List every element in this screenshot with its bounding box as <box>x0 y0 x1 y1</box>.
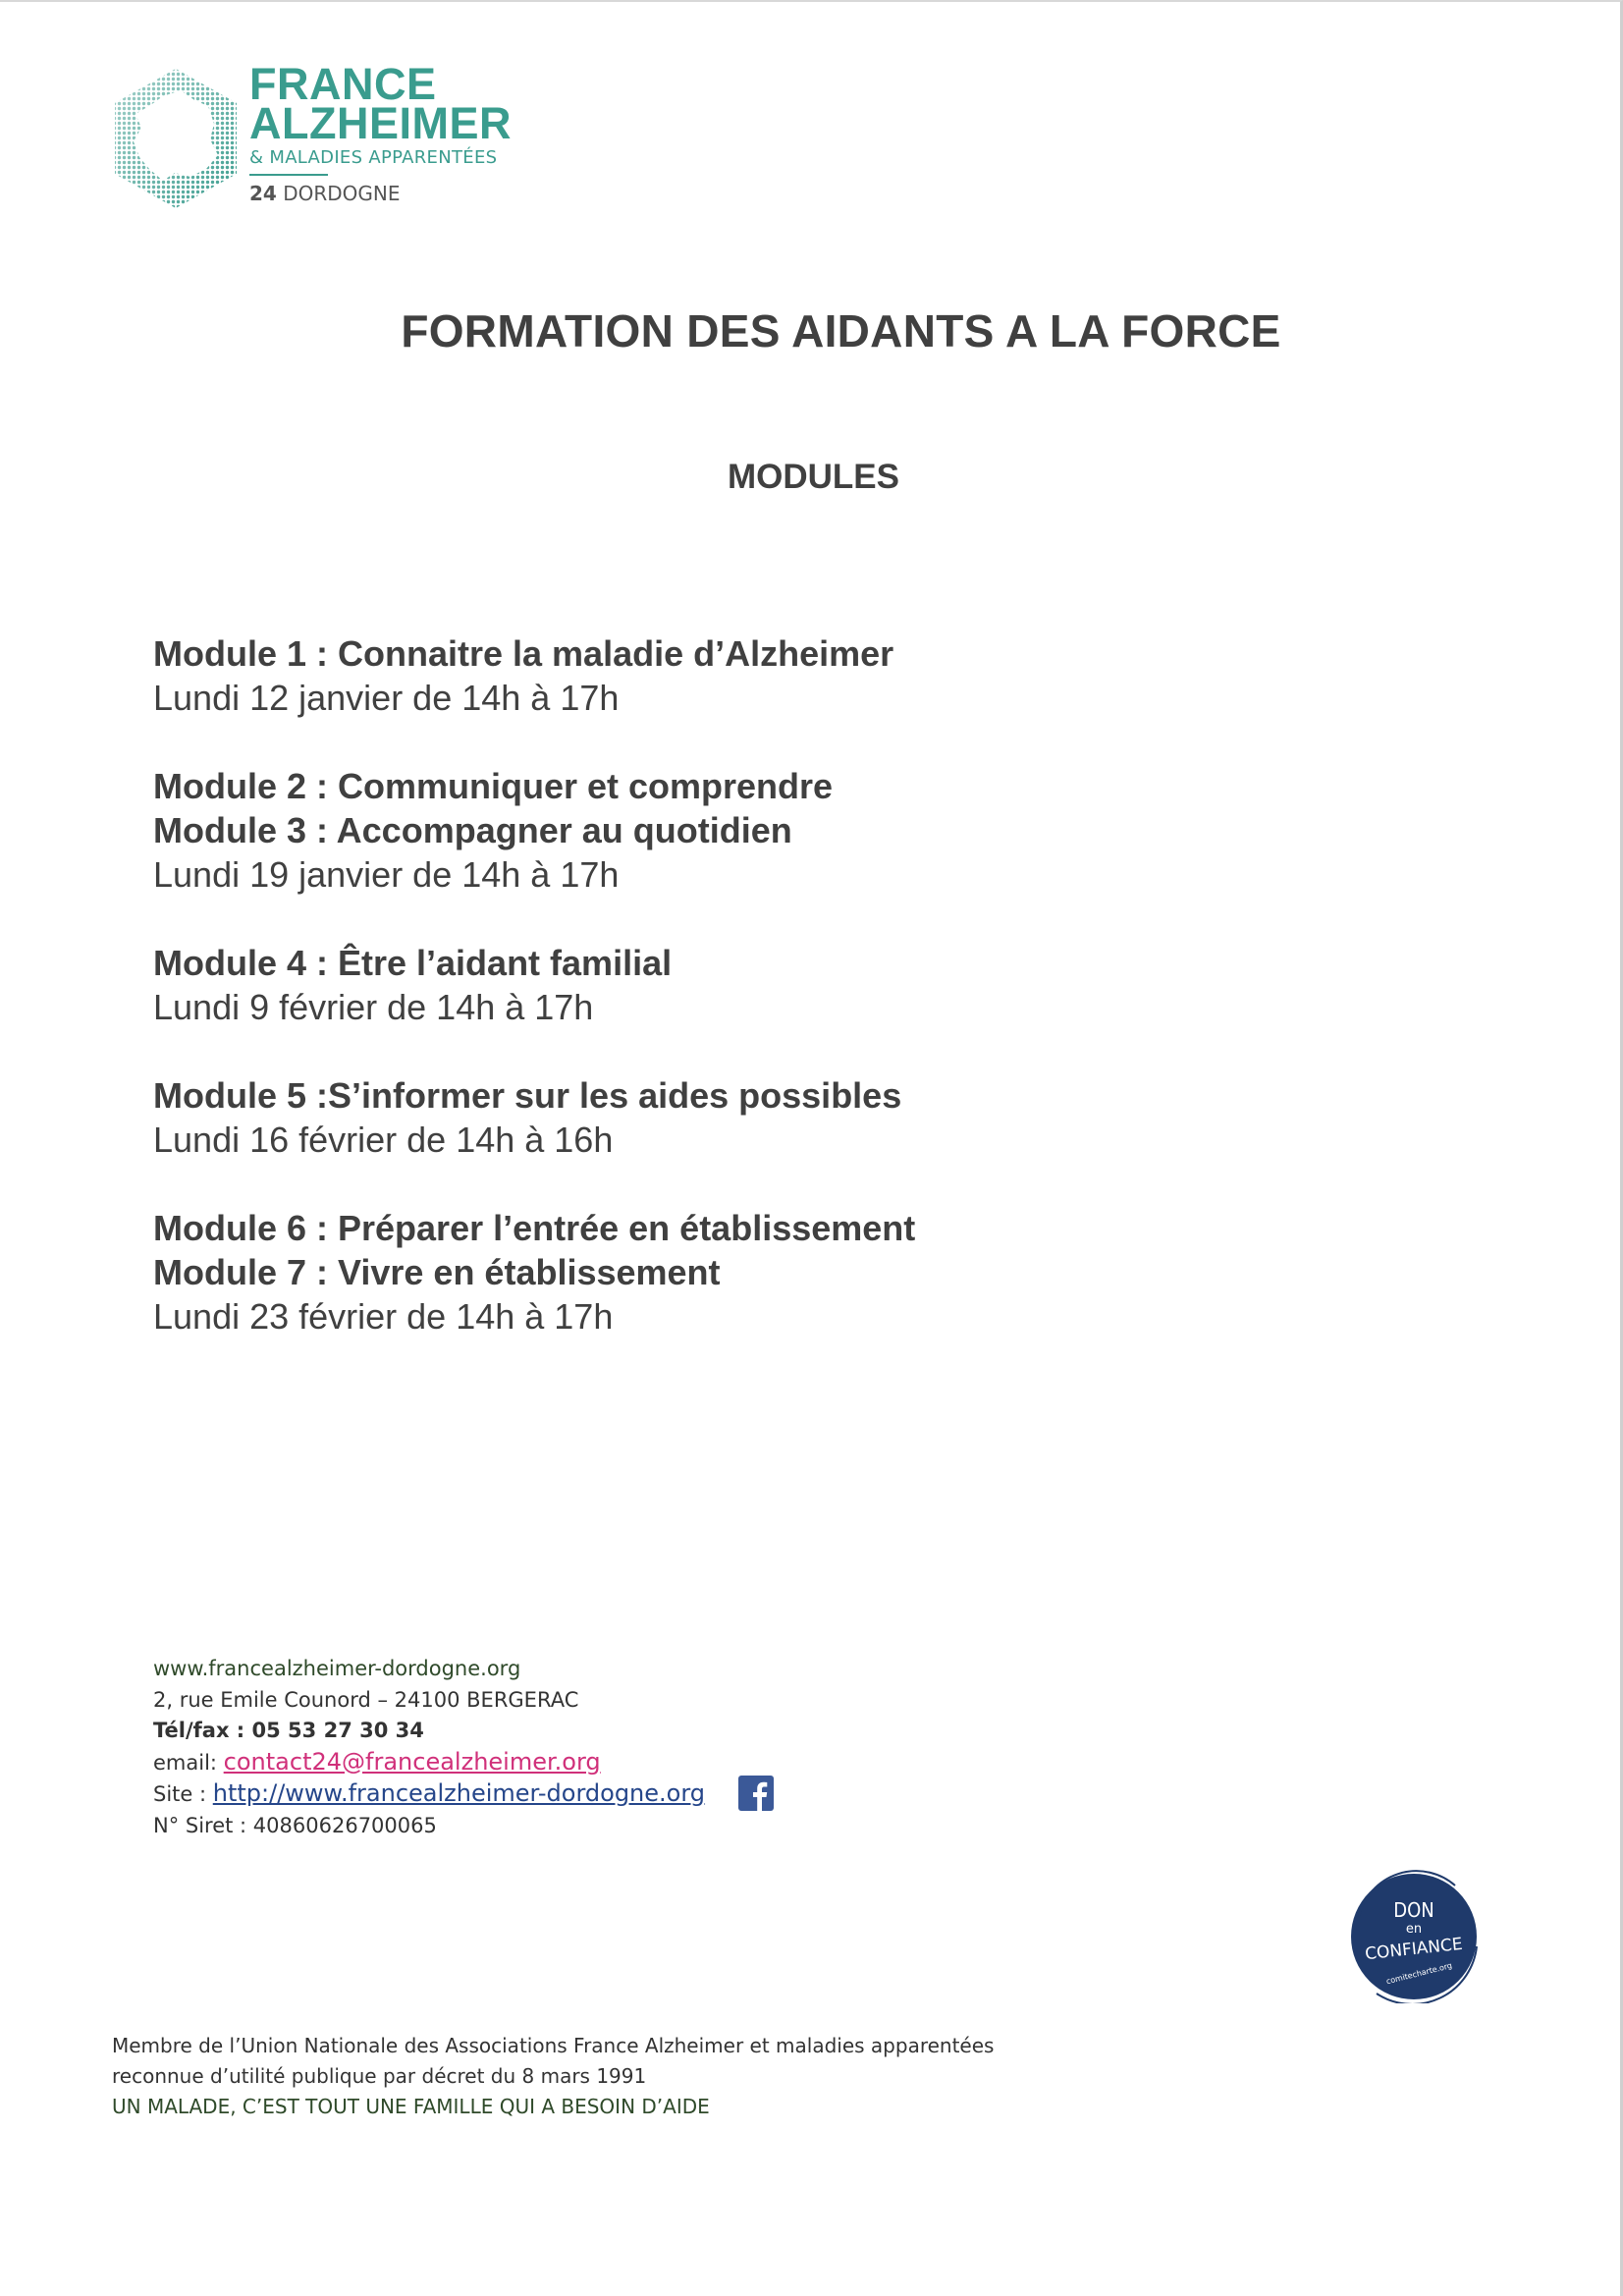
module-title: Module 4 : Être l’aidant familial <box>153 943 673 983</box>
page-subtitle: MODULES <box>728 458 899 496</box>
footer-recognition: reconnue d’utilité publique par décret du 8 mars 1991 <box>112 2064 647 2088</box>
page-title: FORMATION DES AIDANTS A LA FORCE <box>401 305 1281 356</box>
logo-divider <box>249 174 328 176</box>
module-title: Module 7 : Vivre en établissement <box>153 1252 721 1292</box>
contact-email-row <box>153 1747 705 1779</box>
module-date: Lundi 12 janvier de 14h à 17h <box>153 678 620 718</box>
logo-region-number: 24 <box>249 182 277 205</box>
module-date: Lundi 9 février de 14h à 17h <box>153 987 594 1027</box>
contact-siret: N° Siret : 40860626700065 <box>153 1813 437 1837</box>
don-en-confiance-badge <box>1347 1868 1483 2003</box>
contact-site-label: Site : <box>153 1782 213 1806</box>
facebook-icon[interactable] <box>738 1776 774 1811</box>
contact-site-row <box>153 1778 705 1811</box>
contact-email-link[interactable]: contact24@francealzheimer.org <box>223 1747 601 1776</box>
module-date: Lundi 16 février de 14h à 16h <box>153 1120 614 1160</box>
modules-list <box>153 631 1233 1383</box>
module-date: Lundi 23 février de 14h à 17h <box>153 1296 614 1337</box>
module-date: Lundi 19 janvier de 14h à 17h <box>153 854 620 895</box>
module-title: Module 3 : Accompagner au quotidien <box>153 810 792 850</box>
logo-alzheimer-text: ALZHEIMER <box>249 98 512 148</box>
logo-hexagon-icon <box>112 67 240 210</box>
module-title: Module 6 : Préparer l’entrée en établissement <box>153 1208 916 1248</box>
badge-line1: DON <box>1393 1898 1434 1922</box>
logo-region <box>249 182 512 205</box>
france-alzheimer-logo <box>112 59 544 222</box>
contact-block <box>153 1654 705 1841</box>
logo-france-text: FRANCE <box>249 59 437 109</box>
module-title: Module 2 : Communiquer et comprendre <box>153 766 834 806</box>
module-group <box>153 941 1233 1029</box>
module-group <box>153 1206 1233 1339</box>
logo-region-text: DORDOGNE <box>276 182 401 205</box>
module-title: Module 1 : Connaitre la maladie d’Alzheimer <box>153 633 894 674</box>
contact-address: 2, rue Emile Counord – 24100 BERGERAC <box>153 1687 579 1712</box>
footer-membership: Membre de l’Union Nationale des Associations France Alzheimer et maladies apparentées <box>112 2034 995 2057</box>
badge-line4: comitecharte.org <box>1384 1960 1453 1987</box>
contact-website: www.francealzheimer-dordogne.org <box>153 1657 521 1680</box>
footer <box>112 2031 994 2122</box>
contact-phone: Tél/fax : 05 53 27 30 34 <box>153 1719 424 1742</box>
module-group <box>153 764 1233 897</box>
contact-site-link[interactable]: http://www.francealzheimer-dordogne.org <box>212 1779 706 1807</box>
footer-slogan: UN MALADE, C’EST TOUT UNE FAMILLE QUI A BESOIN D’AIDE <box>112 2095 710 2118</box>
module-group <box>153 631 1233 720</box>
module-title: Module 5 :S’informer sur les aides possibles <box>153 1075 902 1116</box>
logo-subtitle-text: & MALADIES APPARENTÉES <box>249 147 498 168</box>
badge-line3: CONFIANCE <box>1364 1934 1464 1965</box>
contact-email-label: email: <box>153 1750 224 1775</box>
badge-line2: en <box>1405 1922 1423 1937</box>
module-group <box>153 1073 1233 1162</box>
